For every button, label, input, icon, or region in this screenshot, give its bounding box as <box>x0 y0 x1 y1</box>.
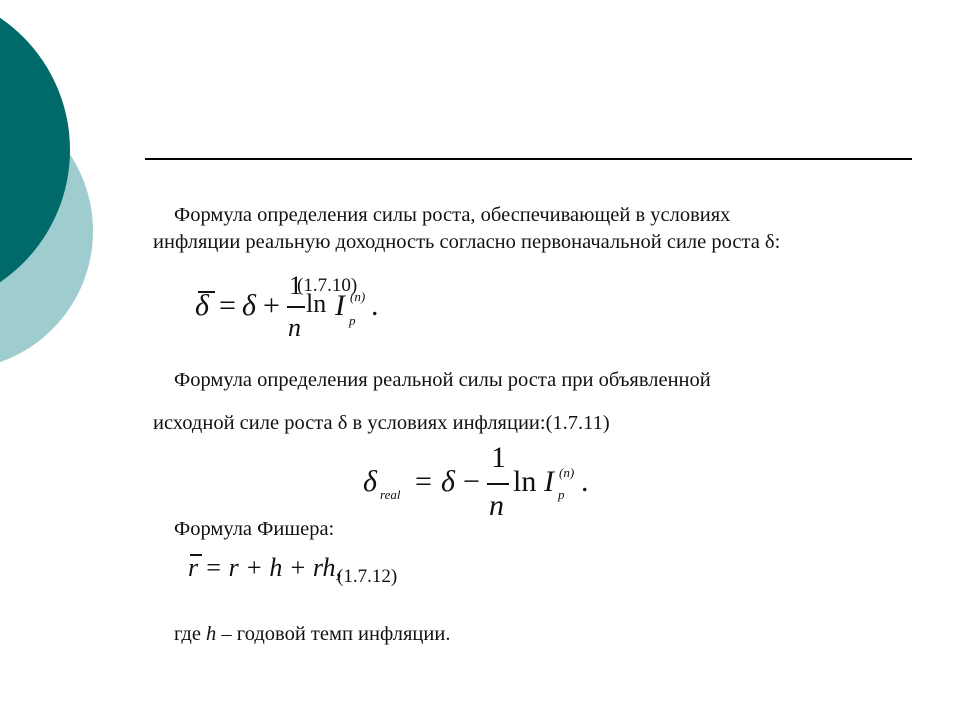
period: . <box>371 289 379 322</box>
equation-number-1-7-10: (1.7.10) <box>297 275 358 296</box>
numerator-one: 1 <box>289 271 302 300</box>
subscript-real: real <box>380 487 401 502</box>
fraction-bar <box>487 483 509 485</box>
fraction-bar <box>287 306 305 308</box>
fisher-equation: r = r + h + rh, <box>188 553 343 582</box>
denominator-n: n <box>489 489 504 522</box>
plus-sign: + <box>263 289 280 322</box>
I-symbol: I <box>544 465 554 498</box>
para3-fisher-label: Формула Фишера: <box>174 518 335 540</box>
ln-operator: ln <box>306 289 327 318</box>
subscript-p: p <box>349 313 356 328</box>
denominator-n: n <box>288 313 301 342</box>
delta-bar-symbol: δ <box>195 289 209 322</box>
I-symbol: I <box>335 289 345 322</box>
title-rule <box>145 158 912 160</box>
subscript-p: p <box>558 487 565 502</box>
formula-1-7-11 <box>363 441 603 525</box>
delta-symbol: δ <box>363 465 377 498</box>
where-variable-h: h <box>206 623 217 645</box>
where-clause <box>174 620 450 648</box>
period: . <box>581 465 589 498</box>
equals-sign: = <box>415 465 432 498</box>
formula-1-7-12 <box>188 545 348 595</box>
superscript-n: (n) <box>559 465 575 480</box>
para1-line2: инфляции реальную доходность согласно первоначальной силе роста δ: <box>153 231 781 253</box>
ln-operator: ln <box>513 465 537 498</box>
delta-symbol: δ <box>242 289 256 322</box>
delta-symbol-2: δ <box>441 465 455 498</box>
where-description: – годовой темп инфляции. <box>216 623 451 645</box>
where-prefix: где <box>174 623 207 645</box>
para2-line1: Формула определения реальной силы роста при объявленной <box>174 369 711 391</box>
formula-1-7-10 <box>195 271 395 345</box>
minus-sign: − <box>463 465 480 498</box>
superscript-n: (n) <box>350 289 366 304</box>
equals-sign: = <box>219 289 236 322</box>
para2-line2: исходной силе роста δ в условиях инфляции:(1.7.11) <box>153 412 610 434</box>
para1-line1: Формула определения силы роста, обеспечивающей в условиях <box>174 204 731 226</box>
equation-number-1-7-12: (1.7.12) <box>337 566 398 587</box>
numerator-one: 1 <box>491 441 506 474</box>
